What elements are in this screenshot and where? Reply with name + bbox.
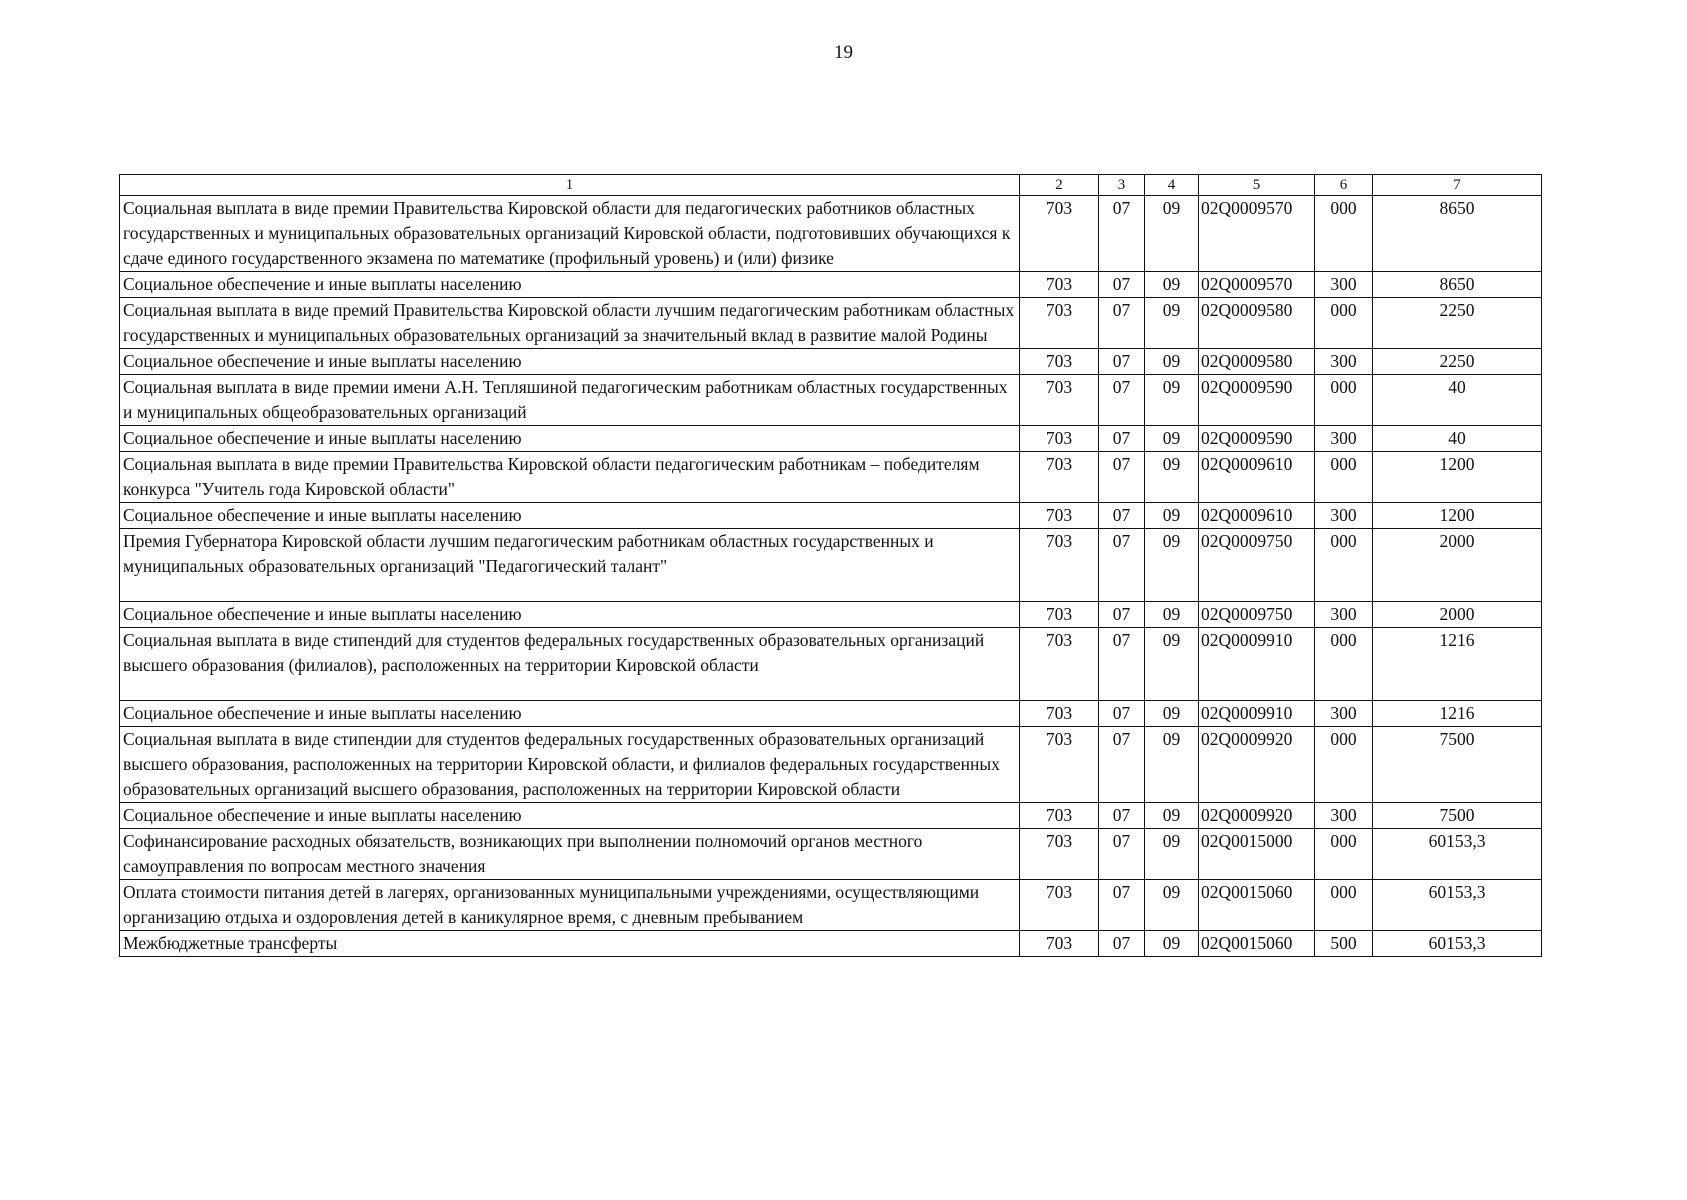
row-col-4: 09	[1145, 628, 1199, 701]
row-col-2: 703	[1020, 452, 1099, 503]
table-row	[120, 829, 1542, 880]
row-col-3: 07	[1099, 375, 1145, 426]
row-col-3: 07	[1099, 452, 1145, 503]
row-col-3: 07	[1099, 931, 1145, 957]
row-col-3: 07	[1099, 503, 1145, 529]
row-col-6: 500	[1315, 931, 1373, 957]
row-col-3: 07	[1099, 272, 1145, 298]
row-col-5: 02Q0009610	[1199, 452, 1315, 503]
table-row	[120, 298, 1542, 349]
row-col-2: 703	[1020, 602, 1099, 628]
table-row	[120, 628, 1542, 701]
row-col-6: 300	[1315, 701, 1373, 727]
page-number: 19	[834, 42, 853, 63]
row-name: Социальная выплата в виде стипендии для студентов федеральных государственных образовательных организаций высшего образования, расположенных на территории Кировской области, и филиалов федеральных государственных образовательных организаций высшего образования, расположенных на территории Кировской области	[120, 727, 1020, 803]
row-col-4: 09	[1145, 426, 1199, 452]
header-col-6: 6	[1315, 175, 1373, 196]
row-name: Социальное обеспечение и иные выплаты населению	[120, 272, 1020, 298]
header-col-3: 3	[1099, 175, 1145, 196]
row-col-4: 09	[1145, 272, 1199, 298]
budget-table	[119, 174, 1542, 957]
row-col-2: 703	[1020, 727, 1099, 803]
row-name: Социальное обеспечение и иные выплаты населению	[120, 701, 1020, 727]
table-row	[120, 803, 1542, 829]
row-col-7: 60153,3	[1373, 829, 1542, 880]
row-col-6: 000	[1315, 452, 1373, 503]
row-col-4: 09	[1145, 602, 1199, 628]
row-col-5: 02Q0015060	[1199, 931, 1315, 957]
row-col-7: 2250	[1373, 349, 1542, 375]
row-col-5: 02Q0009910	[1199, 628, 1315, 701]
row-col-3: 07	[1099, 426, 1145, 452]
row-col-3: 07	[1099, 829, 1145, 880]
row-col-7: 60153,3	[1373, 931, 1542, 957]
row-col-7: 7500	[1373, 803, 1542, 829]
row-col-5: 02Q0009750	[1199, 602, 1315, 628]
row-col-3: 07	[1099, 298, 1145, 349]
header-col-1: 1	[120, 175, 1020, 196]
row-col-5: 02Q0009750	[1199, 529, 1315, 602]
header-col-4: 4	[1145, 175, 1199, 196]
row-col-2: 703	[1020, 829, 1099, 880]
table-row	[120, 196, 1542, 272]
row-col-2: 703	[1020, 375, 1099, 426]
row-col-7: 40	[1373, 375, 1542, 426]
row-col-5: 02Q0009920	[1199, 803, 1315, 829]
row-col-2: 703	[1020, 272, 1099, 298]
row-col-6: 000	[1315, 529, 1373, 602]
row-col-4: 09	[1145, 880, 1199, 931]
row-col-5: 02Q0009580	[1199, 349, 1315, 375]
row-col-2: 703	[1020, 426, 1099, 452]
row-col-6: 000	[1315, 829, 1373, 880]
row-name: Социальное обеспечение и иные выплаты населению	[120, 503, 1020, 529]
row-col-7: 7500	[1373, 727, 1542, 803]
table-row	[120, 529, 1542, 602]
row-col-7: 60153,3	[1373, 880, 1542, 931]
row-name: Социальная выплата в виде премии Правительства Кировской области педагогическим работникам – победителям конкурса "Учитель года Кировской области"	[120, 452, 1020, 503]
row-col-5: 02Q0009580	[1199, 298, 1315, 349]
row-col-2: 703	[1020, 803, 1099, 829]
table-row	[120, 602, 1542, 628]
row-col-2: 703	[1020, 880, 1099, 931]
row-col-2: 703	[1020, 701, 1099, 727]
row-col-6: 000	[1315, 375, 1373, 426]
row-col-6: 300	[1315, 349, 1373, 375]
row-col-4: 09	[1145, 701, 1199, 727]
table-row	[120, 503, 1542, 529]
row-name: Софинансирование расходных обязательств, возникающих при выполнении полномочий органов местного самоуправления по вопросам местного значения	[120, 829, 1020, 880]
row-name: Социальная выплата в виде премий Правительства Кировской области лучшим педагогическим работникам областных государственных и муниципальных образовательных организаций за значительный вклад в развитие малой Родины	[120, 298, 1020, 349]
row-col-6: 000	[1315, 196, 1373, 272]
row-col-5: 02Q0009590	[1199, 426, 1315, 452]
row-col-6: 000	[1315, 628, 1373, 701]
row-col-6: 300	[1315, 503, 1373, 529]
header-row	[120, 175, 1542, 196]
row-col-5: 02Q0009920	[1199, 727, 1315, 803]
row-col-6: 300	[1315, 803, 1373, 829]
table-row	[120, 452, 1542, 503]
table-row	[120, 931, 1542, 957]
row-col-5: 02Q0015000	[1199, 829, 1315, 880]
row-col-7: 40	[1373, 426, 1542, 452]
row-col-4: 09	[1145, 452, 1199, 503]
row-col-3: 07	[1099, 349, 1145, 375]
row-col-5: 02Q0015060	[1199, 880, 1315, 931]
table-row	[120, 880, 1542, 931]
row-col-2: 703	[1020, 349, 1099, 375]
row-col-3: 07	[1099, 880, 1145, 931]
row-name: Социальное обеспечение и иные выплаты населению	[120, 349, 1020, 375]
row-col-3: 07	[1099, 196, 1145, 272]
row-col-5: 02Q0009590	[1199, 375, 1315, 426]
table-row	[120, 375, 1542, 426]
row-col-3: 07	[1099, 529, 1145, 602]
row-name: Социальная выплата в виде стипендий для студентов федеральных государственных образовательных организаций высшего образования (филиалов), расположенных на территории Кировской области	[120, 628, 1020, 701]
header-col-5: 5	[1199, 175, 1315, 196]
row-name: Социальное обеспечение и иные выплаты населению	[120, 803, 1020, 829]
header-col-7: 7	[1373, 175, 1542, 196]
row-col-4: 09	[1145, 349, 1199, 375]
row-col-5: 02Q0009910	[1199, 701, 1315, 727]
table-row	[120, 727, 1542, 803]
row-col-3: 07	[1099, 602, 1145, 628]
row-col-4: 09	[1145, 931, 1199, 957]
row-col-2: 703	[1020, 529, 1099, 602]
row-col-7: 1216	[1373, 701, 1542, 727]
row-col-7: 1200	[1373, 452, 1542, 503]
row-col-5: 02Q0009570	[1199, 196, 1315, 272]
row-name: Социальное обеспечение и иные выплаты населению	[120, 602, 1020, 628]
row-col-4: 09	[1145, 503, 1199, 529]
row-name: Премия Губернатора Кировской области лучшим педагогическим работникам областных государственных и муниципальных образовательных организаций "Педагогический талант"	[120, 529, 1020, 602]
row-col-3: 07	[1099, 628, 1145, 701]
row-col-4: 09	[1145, 298, 1199, 349]
table-row	[120, 272, 1542, 298]
row-name: Социальная выплата в виде премии Правительства Кировской области для педагогических работников областных государственных и муниципальных образовательных организаций Кировской области, подготовивших обучающихся к сдаче единого государственного экзамена по математике (профильный уровень) и (или) физике	[120, 196, 1020, 272]
row-name: Оплата стоимости питания детей в лагерях, организованных муниципальными учреждениями, осуществляющими организацию отдыха и оздоровления детей в каникулярное время, с дневным пребыванием	[120, 880, 1020, 931]
row-col-7: 2250	[1373, 298, 1542, 349]
row-col-4: 09	[1145, 375, 1199, 426]
row-col-2: 703	[1020, 196, 1099, 272]
row-col-5: 02Q0009610	[1199, 503, 1315, 529]
row-col-6: 300	[1315, 426, 1373, 452]
table-row	[120, 349, 1542, 375]
row-col-7: 8650	[1373, 272, 1542, 298]
table-body	[120, 196, 1542, 957]
table-row	[120, 701, 1542, 727]
row-col-6: 300	[1315, 272, 1373, 298]
row-col-7: 1216	[1373, 628, 1542, 701]
row-col-3: 07	[1099, 727, 1145, 803]
row-col-2: 703	[1020, 298, 1099, 349]
row-col-2: 703	[1020, 931, 1099, 957]
row-col-4: 09	[1145, 727, 1199, 803]
row-col-7: 2000	[1373, 602, 1542, 628]
row-col-3: 07	[1099, 803, 1145, 829]
row-col-6: 300	[1315, 602, 1373, 628]
row-col-2: 703	[1020, 503, 1099, 529]
row-col-6: 000	[1315, 727, 1373, 803]
row-col-4: 09	[1145, 196, 1199, 272]
row-col-7: 2000	[1373, 529, 1542, 602]
row-col-4: 09	[1145, 803, 1199, 829]
row-col-3: 07	[1099, 701, 1145, 727]
row-col-2: 703	[1020, 628, 1099, 701]
row-name: Межбюджетные трансферты	[120, 931, 1020, 957]
header-col-2: 2	[1020, 175, 1099, 196]
row-name: Социальная выплата в виде премии имени А.Н. Тепляшиной педагогическим работникам областных государственных и муниципальных общеобразовательных организаций	[120, 375, 1020, 426]
row-col-6: 000	[1315, 880, 1373, 931]
row-name: Социальное обеспечение и иные выплаты населению	[120, 426, 1020, 452]
row-col-5: 02Q0009570	[1199, 272, 1315, 298]
row-col-4: 09	[1145, 829, 1199, 880]
row-col-7: 1200	[1373, 503, 1542, 529]
table-row	[120, 426, 1542, 452]
row-col-4: 09	[1145, 529, 1199, 602]
row-col-7: 8650	[1373, 196, 1542, 272]
row-col-6: 000	[1315, 298, 1373, 349]
